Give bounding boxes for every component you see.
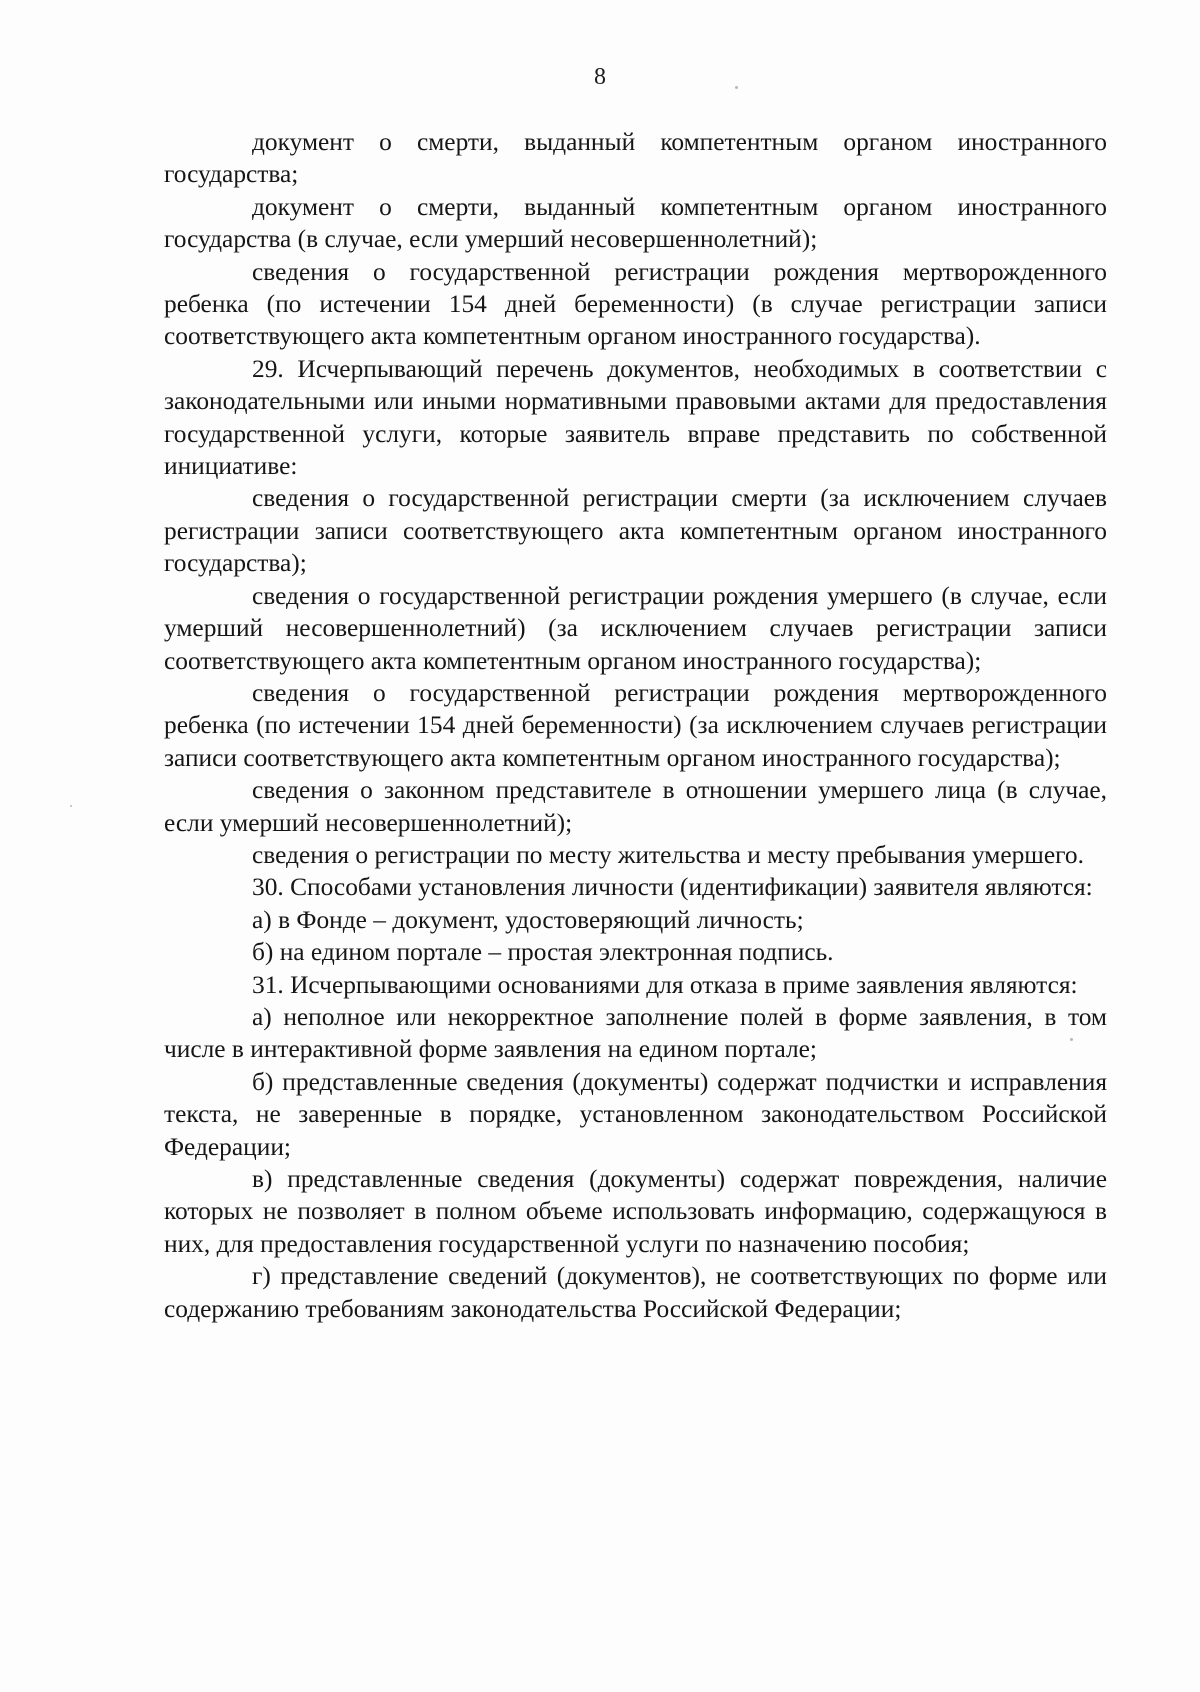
paragraph-item-31-g: г) представление сведений (документов), не соответствующих по форме или содержанию требованиям законодательства Российской Федерации; [164, 1262, 1107, 1323]
paragraph-death-document-foreign: документ о смерти, выданный компетентным органом иностранного государства; [164, 128, 1107, 189]
scan-speck [735, 86, 738, 89]
paragraph-item-30-a: а) в Фонде – документ, удостоверяющий личность; [252, 905, 804, 934]
paragraph-item-29: 29. Исчерпывающий перечень документов, необходимых в соответствии с законодательными или иными нормативными правовыми актами для предоставления государственной услуги, которые заявитель вправе представить по собственной инициативе: [164, 354, 1107, 481]
scan-speck [1070, 1038, 1073, 1041]
paragraph-residence-registration: сведения о регистрации по месту жительства и месту пребывания умершего. [252, 840, 1084, 869]
paragraph-birth-registration-deceased: сведения о государственной регистрации рождения умершего (в случае, если умерший несовершеннолетний) (за исключением случаев регистрации записи соответствующего акта компетентным органом иностранного государства); [164, 581, 1107, 675]
paragraph-item-31-v: в) представленные сведения (документы) содержат повреждения, наличие которых не позволяет в полном объеме использовать информацию, содержащуюся в них, для предоставления государственной услуги по назначению пособия; [164, 1165, 1107, 1258]
paragraph-item-31: 31. Исчерпывающими основаниями для отказа в приме заявления являются: [252, 970, 1078, 999]
paragraph-stillbirth-registration: сведения о государственной регистрации рождения мертворожденного ребенка (по истечении 154 дней беременности) (за исключением случаев регистрации записи соответствующего акта компетентным органом иностранного государства); [164, 678, 1107, 772]
paragraph-death-document-foreign-minor: документ о смерти, выданный компетентным органом иностранного государства (в случае, если умерший несовершеннолетний); [164, 192, 1107, 254]
paragraph-legal-representative: сведения о законном представителе в отношении умершего лица (в случае, если умерший несовершеннолетний); [164, 776, 1107, 837]
paragraph-item-30: 30. Способами установления личности (идентификации) заявителя являются: [252, 873, 1093, 902]
scan-speck [70, 805, 72, 807]
paragraph-item-31-b: б) представленные сведения (документы) содержат подчистки и исправления текста, не заверенные в порядке, установленном законодательством Российской Федерации; [164, 1067, 1107, 1161]
paragraph-death-registration: сведения о государственной регистрации смерти (за исключением случаев регистрации записи соответствующего акта компетентным органом иностранного государства); [164, 484, 1107, 578]
paragraph-stillbirth-registration-foreign: сведения о государственной регистрации рождения мертворожденного ребенка (по истечении 154 дней беременности) (в случае регистрации записи соответствующего акта компетентным органом иностранного государства). [164, 257, 1107, 351]
document-body [164, 126, 1107, 1325]
paragraph-item-30-b: б) на едином портале – простая электронная подпись. [252, 938, 834, 967]
paragraph-item-31-a: а) неполное или некорректное заполнение полей в форме заявления, в том числе в интерактивной форме заявления на едином портале; [164, 1002, 1107, 1064]
page-number: 8 [594, 64, 606, 90]
